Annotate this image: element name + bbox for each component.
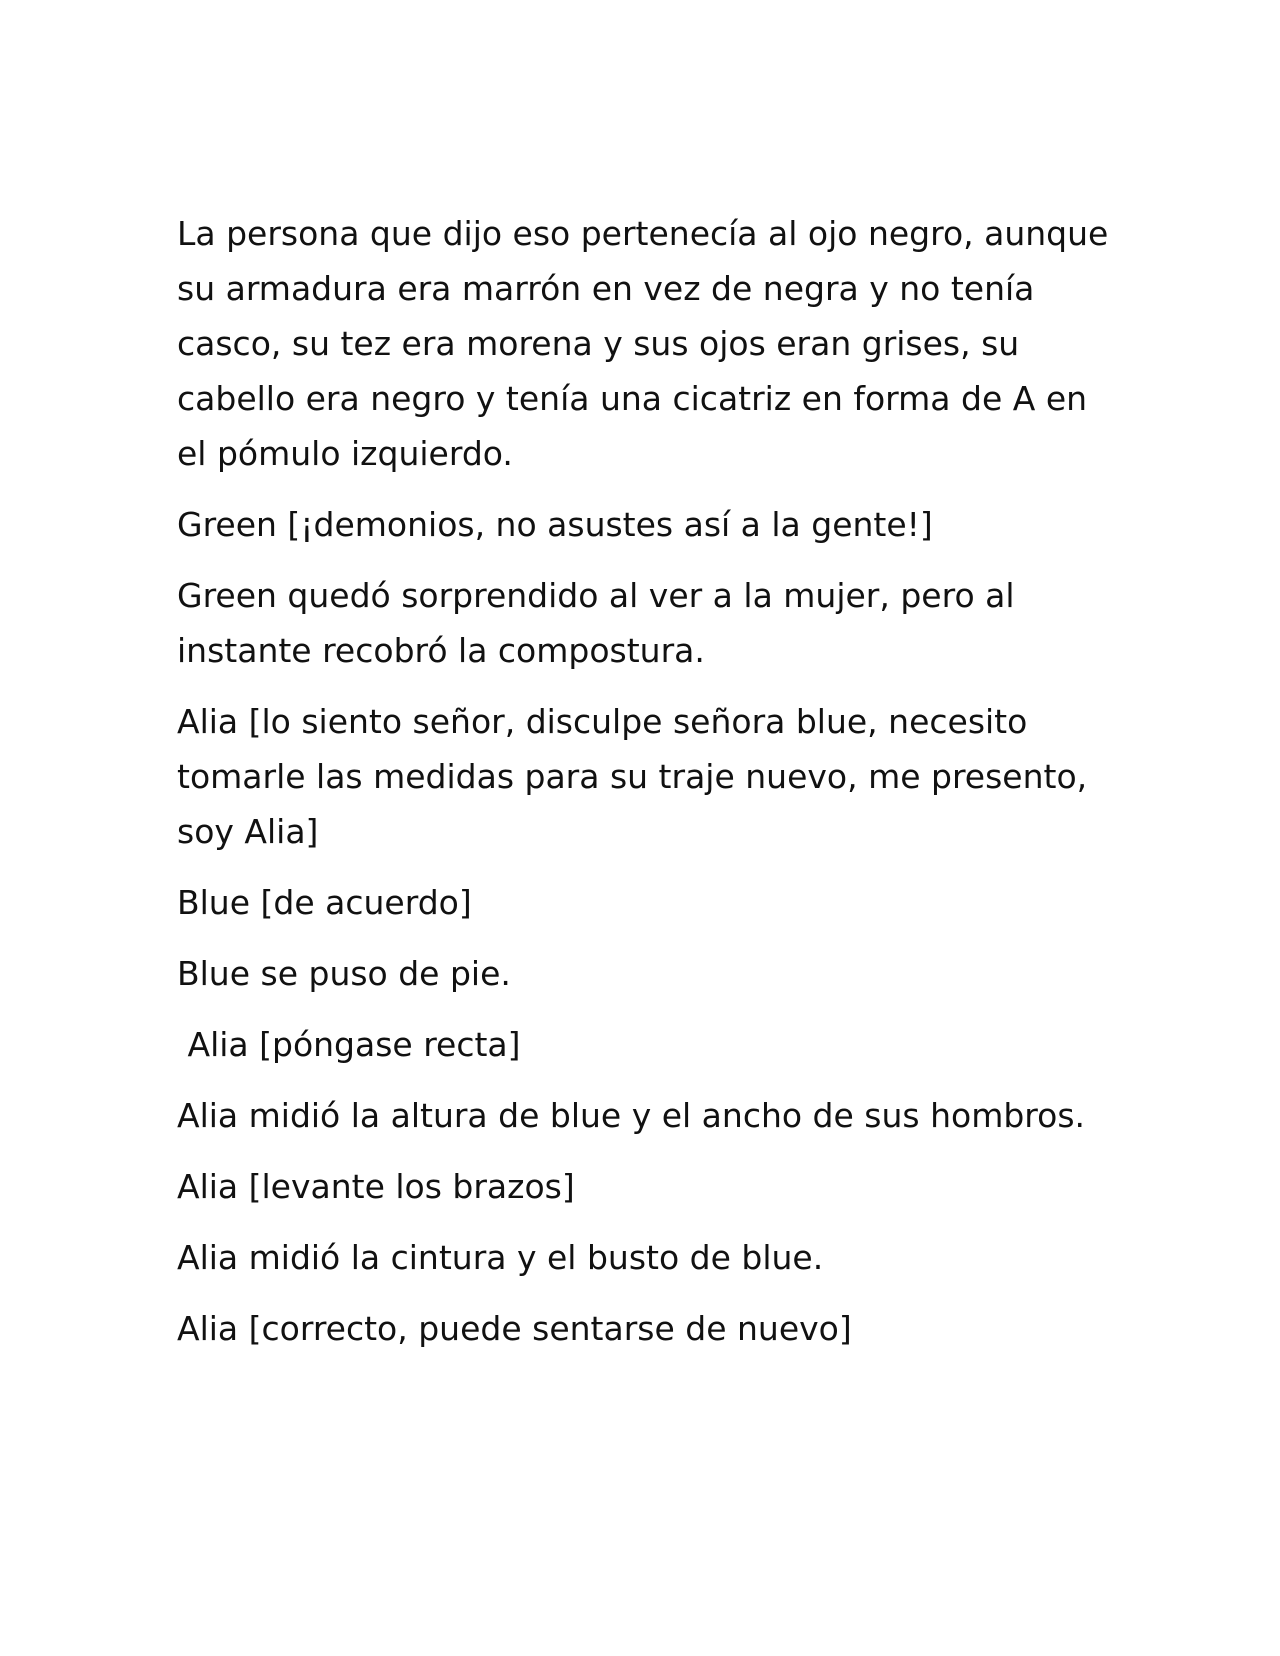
document-body xyxy=(177,206,1117,1372)
paragraph-dialogue-blue: Blue [de acuerdo] xyxy=(177,883,472,922)
paragraph-narration-alia-cintura: Alia midió la cintura y el busto de blue. xyxy=(177,1238,824,1277)
paragraph-narration-blue: Blue se puso de pie. xyxy=(177,954,511,993)
paragraph-dialogue-alia-correcto: Alia [correcto, puede sentarse de nuevo] xyxy=(177,1309,852,1348)
paragraph-description: La persona que dijo eso pertenecía al ojo negro, aunque su armadura era marrón en vez de negra y no tenía casco, su tez era morena y sus ojos eran grises, su cabello era negro y tenía una cicatriz en forma de A en el pómulo izquierdo. xyxy=(177,214,1119,473)
paragraph-dialogue-green: Green [¡demonios, no asustes así a la gente!] xyxy=(177,505,933,544)
paragraph-dialogue-alia: Alia [lo siento señor, disculpe señora blue, necesito tomarle las medidas para su traje nuevo, me presento, soy Alia] xyxy=(177,702,1098,851)
paragraph-dialogue-alia-brazos: Alia [levante los brazos] xyxy=(177,1167,575,1206)
paragraph-narration-green: Green quedó sorprendido al ver a la mujer, pero al instante recobró la compostura. xyxy=(177,576,1026,670)
paragraph-narration-alia-measure: Alia midió la altura de blue y el ancho de sus hombros. xyxy=(177,1096,1085,1135)
paragraph-dialogue-alia-recta: Alia [póngase recta] xyxy=(177,1025,521,1064)
